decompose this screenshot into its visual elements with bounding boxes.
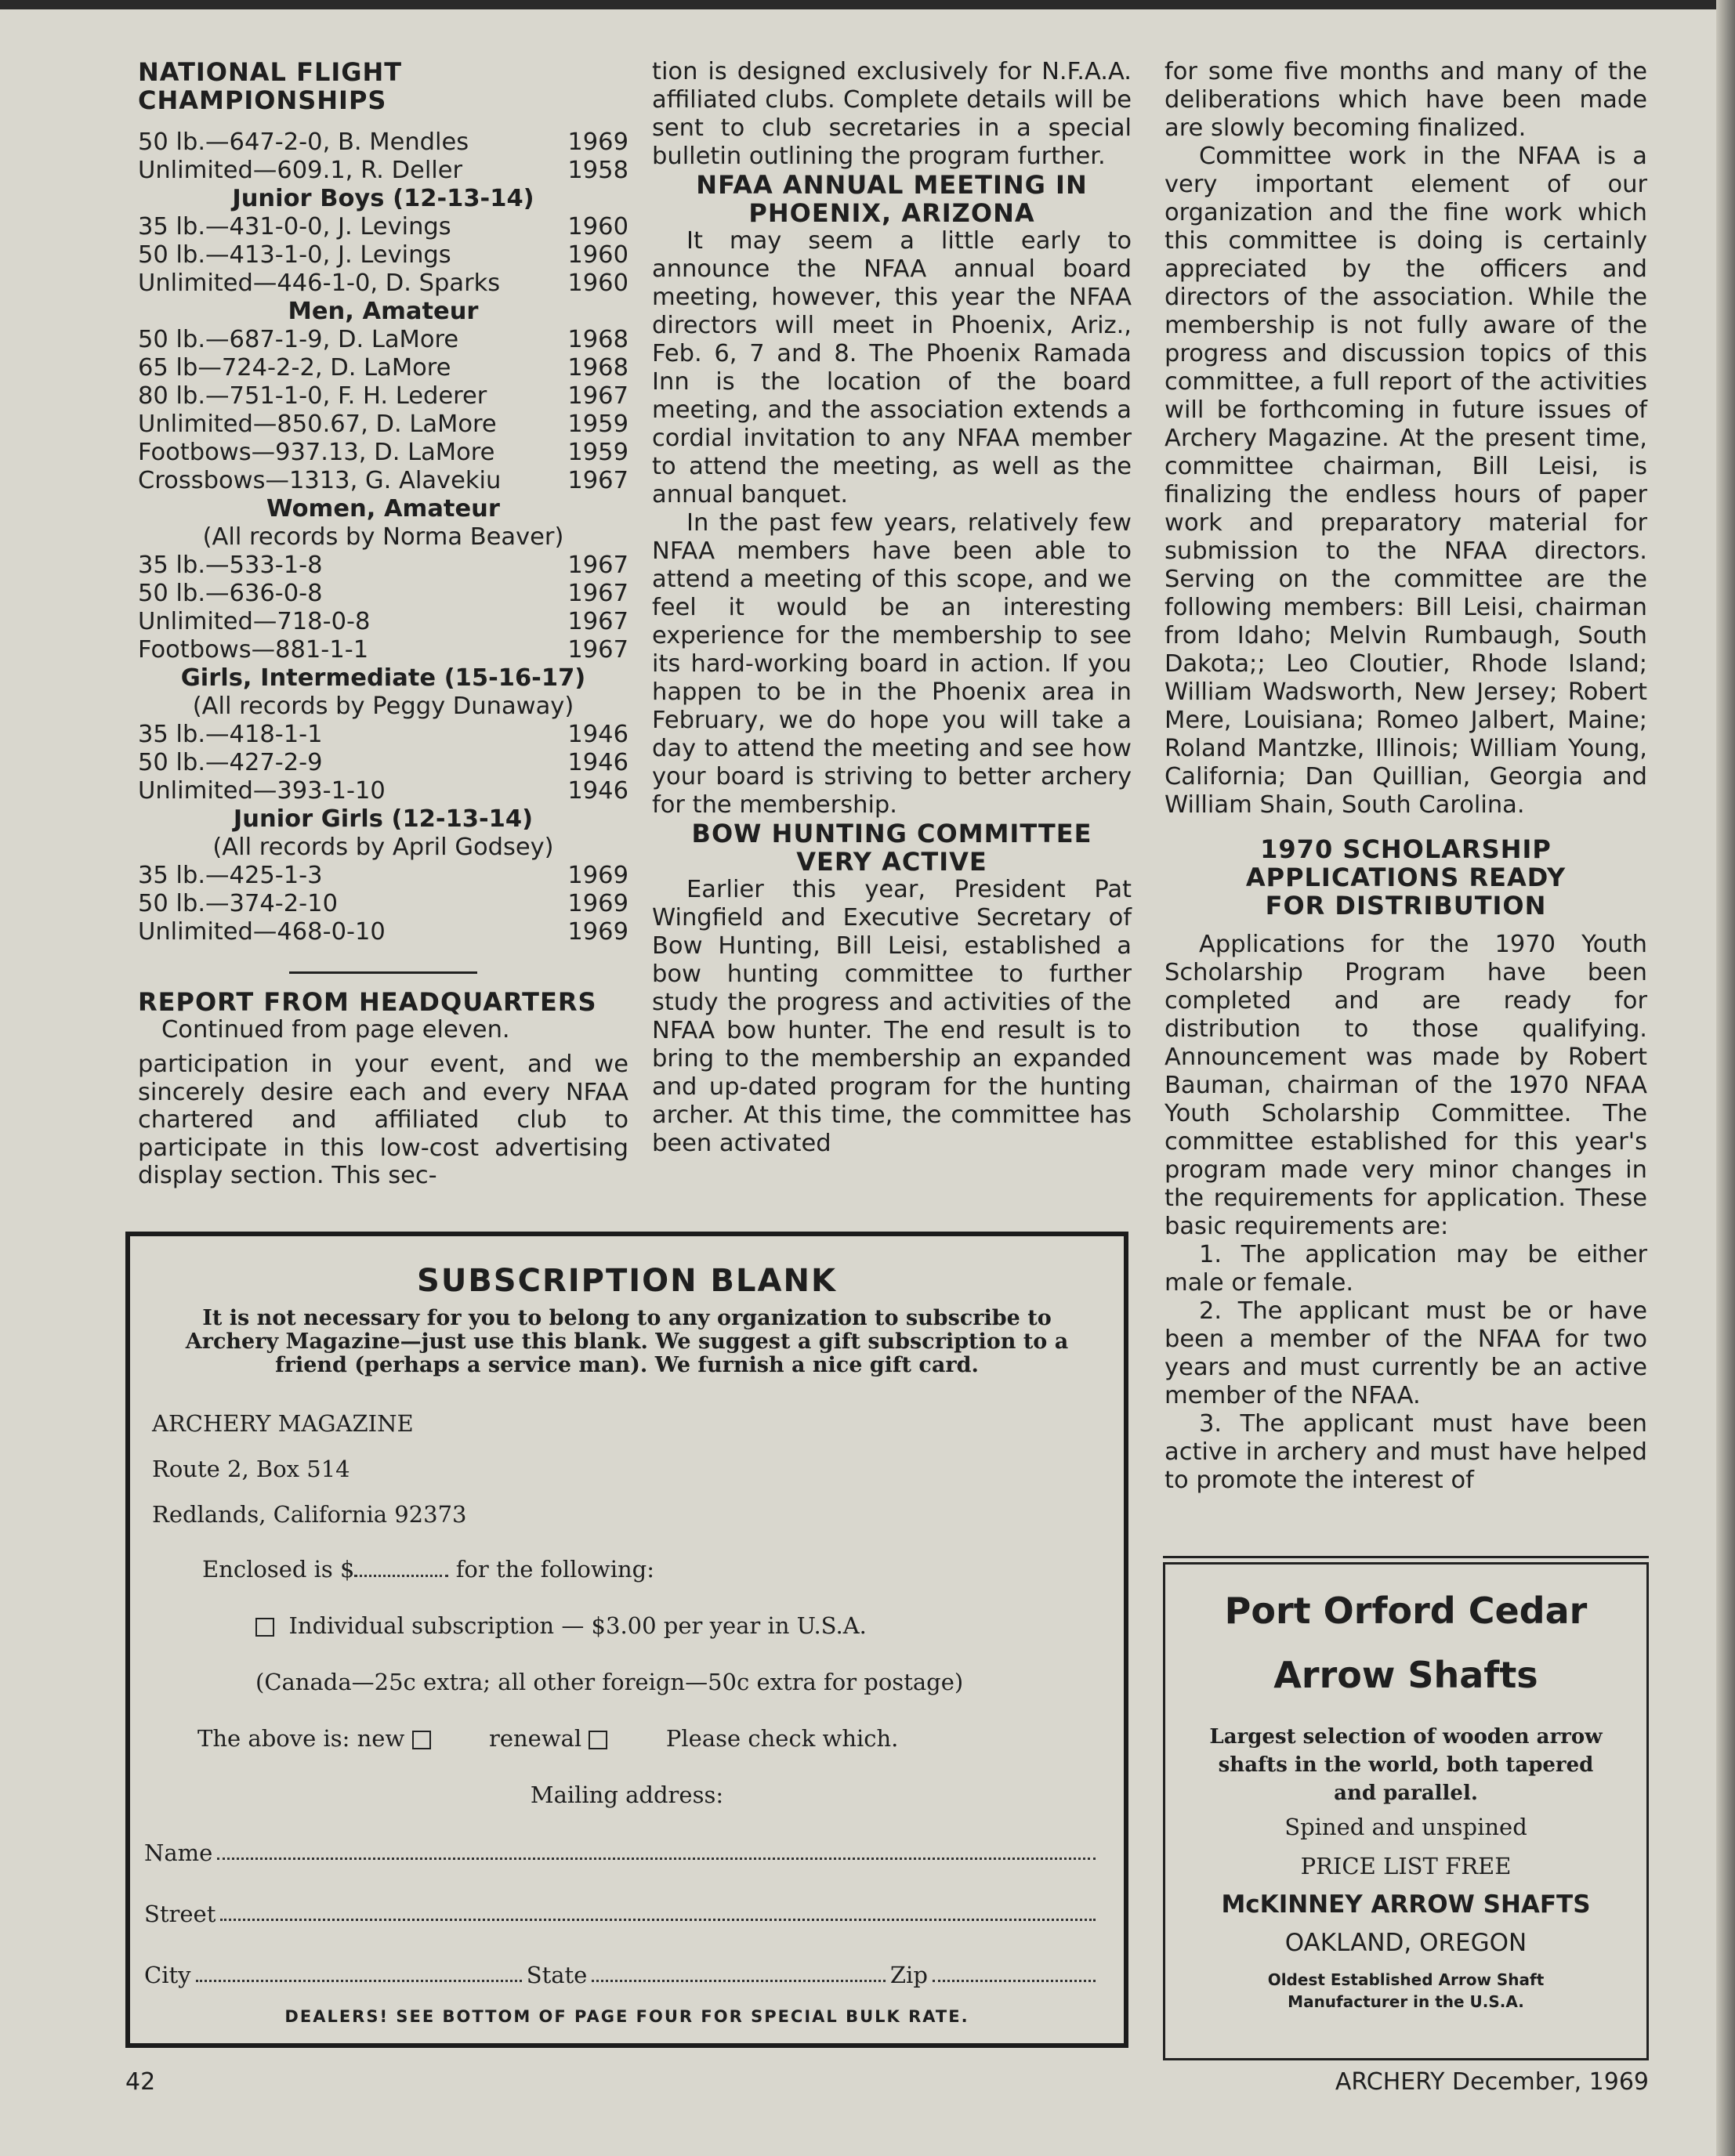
individual-line <box>255 1612 867 1639</box>
record-row <box>138 354 628 382</box>
record-year: 1967 <box>567 467 628 494</box>
record-text: Unlimited—446-1-0, D. Sparks <box>138 270 501 297</box>
record-year: 1960 <box>567 270 628 297</box>
ad-title-line-2: Arrow Shafts <box>1273 1654 1538 1696</box>
record-row <box>138 213 628 241</box>
new-label: The above is: new <box>197 1725 405 1752</box>
record-year: 1968 <box>567 326 628 353</box>
record-year: 1969 <box>567 918 628 946</box>
record-year: 1967 <box>567 580 628 607</box>
record-text: Unlimited—718-0-8 <box>138 608 371 635</box>
record-text: Crossbows—1313, G. Alavekiu <box>138 467 502 494</box>
street-row <box>144 1901 1100 1927</box>
record-row <box>138 890 628 918</box>
enclosed-suffix: for the following: <box>455 1556 654 1583</box>
record-group-title: Junior Boys (12-13-14) <box>232 185 534 212</box>
record-row <box>138 157 628 185</box>
record-year: 1946 <box>567 777 628 805</box>
record-row <box>138 862 628 890</box>
amount-field[interactable] <box>354 1575 448 1577</box>
record-text: 50 lb.—427-2-9 <box>138 749 323 776</box>
record-row <box>138 580 628 608</box>
record-row <box>138 749 628 777</box>
arrow-shaft-ad <box>1163 1562 1649 2060</box>
record-year: 1960 <box>567 213 628 241</box>
divider <box>289 971 477 974</box>
please-check-label: Please check which. <box>665 1725 899 1752</box>
subscription-form <box>125 1232 1128 2048</box>
ad-price-list: PRICE LIST FREE <box>1300 1853 1512 1879</box>
record-year: 1969 <box>567 890 628 917</box>
foreign-note: (Canada—25c extra; all other foreign—50c extra for postage) <box>255 1669 964 1695</box>
column-middle <box>652 58 1132 1158</box>
address-line-1: ARCHERY MAGAZINE <box>152 1410 414 1437</box>
record-text: 35 lb.—431-0-0, J. Levings <box>138 213 451 241</box>
column-left <box>138 58 628 1190</box>
record-text: 35 lb.—418-1-1 <box>138 721 323 748</box>
flight-heading: NATIONAL FLIGHT CHAMPIONSHIPS <box>138 57 403 115</box>
record-text: Footbows—937.13, D. LaMore <box>138 439 495 466</box>
state-field[interactable] <box>592 1980 886 1982</box>
record-row <box>138 467 628 495</box>
requirement-2: 2. The applicant must be or have been a member of the NFAA for two years and must currently be an active member of the NFAA. <box>1165 1297 1647 1409</box>
record-row <box>138 439 628 467</box>
record-row <box>138 918 628 946</box>
record-year: 1958 <box>567 157 628 184</box>
club-section-text: tion is designed exclusively for N.F.A.A. affiliated clubs. Complete details will be sent to club secretaries in a special bulletin outlining the program further. <box>652 58 1132 170</box>
renewal-label: renewal <box>488 1725 582 1752</box>
record-year: 1959 <box>567 411 628 438</box>
record-text: Unlimited—393-1-10 <box>138 777 386 805</box>
renewal-checkbox[interactable] <box>589 1731 607 1749</box>
city-label: City <box>144 1962 191 1988</box>
scholarship-heading: 1970 SCHOLARSHIP APPLICATIONS READY FOR DISTRIBUTION <box>1245 834 1567 921</box>
record-group-title: Junior Girls (12-13-14) <box>233 805 534 833</box>
zip-label: Zip <box>889 1962 928 1988</box>
bow-hunting-heading: BOW HUNTING COMMITTEE VERY ACTIVE <box>691 819 1092 877</box>
record-text: 50 lb.—413-1-0, J. Levings <box>138 241 451 269</box>
enclosed-label: Enclosed is $ <box>202 1556 355 1583</box>
page-number: 42 <box>125 2068 156 2096</box>
record-row <box>138 270 628 298</box>
record-text: Unlimited—850.67, D. LaMore <box>138 411 497 438</box>
report-heading: REPORT FROM HEADQUARTERS <box>138 987 597 1017</box>
record-row <box>138 382 628 411</box>
page-binding-edge <box>1716 0 1735 2156</box>
name-label: Name <box>144 1839 213 1866</box>
record-text: Unlimited—468-0-10 <box>138 918 386 946</box>
name-field[interactable] <box>217 1858 1096 1860</box>
record-group-note: (All records by Peggy Dunaway) <box>192 693 574 720</box>
record-group-note: (All records by Norma Beaver) <box>202 523 564 551</box>
committee-text-2: Committee work in the NFAA is a very important element of our organization and the fine work which this committee is doing is certainly appreciated by the officers and directors of the association. While the membership is not fully aware of the progress and discussion topics of this committee, a full report of the activities will be forthcoming in future issues of Archery Magazine. At the present time, committee chairman, Bill Leisi, is finalizing the endless hours of paper work and preparatory material for submission to the NFAA directors. Serving on the committee are the following members: Bill Leisi, chairman from Idaho; Melvin Rumbaugh, South Dakota;; Leo Cloutier, Rhode Island; William Wadsworth, New Jersey; Robert Mere, Louisiana; Romeo Jalbert, Maine; Roland Mantzke, Illinois; William Young, California; Dan Quillian, Georgia and William Shain, South Carolina. <box>1165 143 1647 819</box>
new-checkbox[interactable] <box>412 1731 431 1749</box>
report-text: participation in your event, and we sincerely desire each and every NFAA chartered and affiliated club to participate in this low-cost advertising display section. This sec- <box>138 1051 628 1189</box>
record-row <box>138 636 628 664</box>
ad-description: Largest selection of wooden arrow shafts in the world, both tapered and parallel. <box>1209 1725 1603 1805</box>
record-text: 50 lb.—636-0-8 <box>138 580 323 607</box>
record-row <box>138 326 628 354</box>
requirement-3: 3. The applicant must have been active in archery and must have helped to promote the interest of <box>1165 1410 1647 1494</box>
committee-text-1: for some five months and many of the deliberations which have been made are slowly becoming finalized. <box>1165 58 1647 142</box>
record-text: 35 lb.—533-1-8 <box>138 552 323 579</box>
record-year: 1969 <box>567 128 628 156</box>
record-group-title: Women, Amateur <box>266 495 500 523</box>
record-year: 1967 <box>567 552 628 579</box>
record-text: Footbows—881-1-1 <box>138 636 369 664</box>
ad-title-line-1: Port Orford Cedar <box>1224 1590 1588 1632</box>
record-group-title: Men, Amateur <box>288 298 479 325</box>
address-line-2: Route 2, Box 514 <box>152 1456 350 1482</box>
column-right <box>1165 58 1647 1495</box>
annual-meeting-text-2: In the past few years, relatively few NFAA members have been able to attend a meeting of this scope, and we feel it would be an interesting experience for the membership to see its hard-working board in action. If you happen to be in the Phoenix area in February, we do hope you will take a day to attend the meeting and see how your board is striving to better archery for the membership. <box>652 509 1132 819</box>
record-row <box>138 721 628 749</box>
street-field[interactable] <box>220 1919 1096 1921</box>
record-row <box>138 608 628 636</box>
record-year: 1946 <box>567 721 628 748</box>
record-year: 1968 <box>567 354 628 382</box>
record-row <box>138 552 628 580</box>
annual-meeting-heading: NFAA ANNUAL MEETING IN PHOENIX, ARIZONA <box>696 170 1088 228</box>
scholarship-text: Applications for the 1970 Youth Scholarship Program have been completed and are ready for distribution to those qualifying. Announcement was made by Robert Bauman, chairman of the 1970 NFAA Youth Scholarship Committee. The committee established for this year's program made very minor changes in the requirements for application. These basic requirements are: <box>1165 931 1647 1240</box>
record-text: 50 lb.—374-2-10 <box>138 890 338 917</box>
city-field[interactable] <box>196 1980 522 1982</box>
record-row <box>138 411 628 439</box>
record-row <box>138 777 628 805</box>
report-continued: Continued from page eleven. <box>161 1016 510 1044</box>
requirement-1: 1. The application may be either male or female. <box>1165 1241 1647 1297</box>
ad-tagline: Oldest Established Arrow Shaft Manufacturer in the U.S.A. <box>1267 1970 1545 2011</box>
record-text: 65 lb—724-2-2, D. LaMore <box>138 354 451 382</box>
records-list <box>138 128 628 946</box>
record-row <box>138 128 628 157</box>
ad-spined: Spined and unspined <box>1284 1814 1527 1840</box>
record-text: Unlimited—609.1, R. Deller <box>138 157 463 184</box>
bow-hunting-text: Earlier this year, President Pat Wingfield and Executive Secretary of Bow Hunting, Bill Leisi, established a bow hunting committee to further study the progress and activities of the NFAA bow hunter. The end result is to bring to the membership an expanded and up-dated program for the hunting archer. At this time, the committee has been activated <box>652 876 1132 1157</box>
subscription-intro: It is not necessary for you to belong to any organization to subscribe to Archery Magazine—just use this blank. We suggest a gift subscription to a friend (perhaps a service man). We furnish a nice gift card. <box>185 1306 1069 1377</box>
top-edge-shadow <box>0 0 1735 9</box>
record-row <box>138 241 628 270</box>
record-text: 80 lb.—751-1-0, F. H. Lederer <box>138 382 487 410</box>
city-row <box>144 1962 1100 1988</box>
individual-label: Individual subscription — $3.00 per year in U.S.A. <box>288 1612 867 1639</box>
ad-company: McKINNEY ARROW SHAFTS <box>1221 1890 1591 1919</box>
subscription-title: SUBSCRIPTION BLANK <box>417 1263 837 1299</box>
dealers-note: DEALERS! SEE BOTTOM OF PAGE FOUR FOR SPECIAL BULK RATE. <box>284 2007 969 2026</box>
record-text: 50 lb.—647-2-0, B. Mendles <box>138 128 469 156</box>
zip-field[interactable] <box>933 1980 1096 1982</box>
new-renewal-line <box>197 1725 898 1752</box>
record-group-note: (All records by April Godsey) <box>212 834 554 861</box>
record-text: 35 lb.—425-1-3 <box>138 862 323 889</box>
name-row <box>144 1839 1100 1866</box>
state-label: State <box>526 1962 588 1988</box>
record-year: 1946 <box>567 749 628 776</box>
record-group-title: Girls, Intermediate (15-16-17) <box>180 664 586 692</box>
individual-checkbox[interactable] <box>255 1618 274 1637</box>
record-text: 50 lb.—687-1-9, D. LaMore <box>138 326 459 353</box>
street-label: Street <box>144 1901 216 1927</box>
record-year: 1959 <box>567 439 628 466</box>
record-year: 1967 <box>567 636 628 664</box>
record-year: 1967 <box>567 382 628 410</box>
issue-footer: ARCHERY December, 1969 <box>1335 2068 1649 2096</box>
enclosed-line <box>202 1556 654 1583</box>
annual-meeting-text-1: It may seem a little early to announce the NFAA annual board meeting, however, this year the NFAA directors will meet in Phoenix, Ariz., Feb. 6, 7 and 8. The Phoenix Ramada Inn is the location of the board meeting, and the association extends a cordial invitation to any NFAA member to attend the meeting, as well as the annual banquet. <box>652 227 1132 508</box>
address-line-3: Redlands, California 92373 <box>152 1501 467 1528</box>
record-year: 1967 <box>567 608 628 635</box>
record-year: 1969 <box>567 862 628 889</box>
record-year: 1960 <box>567 241 628 269</box>
ad-location: OAKLAND, OREGON <box>1284 1929 1527 1957</box>
mailing-label: Mailing address: <box>530 1782 724 1808</box>
